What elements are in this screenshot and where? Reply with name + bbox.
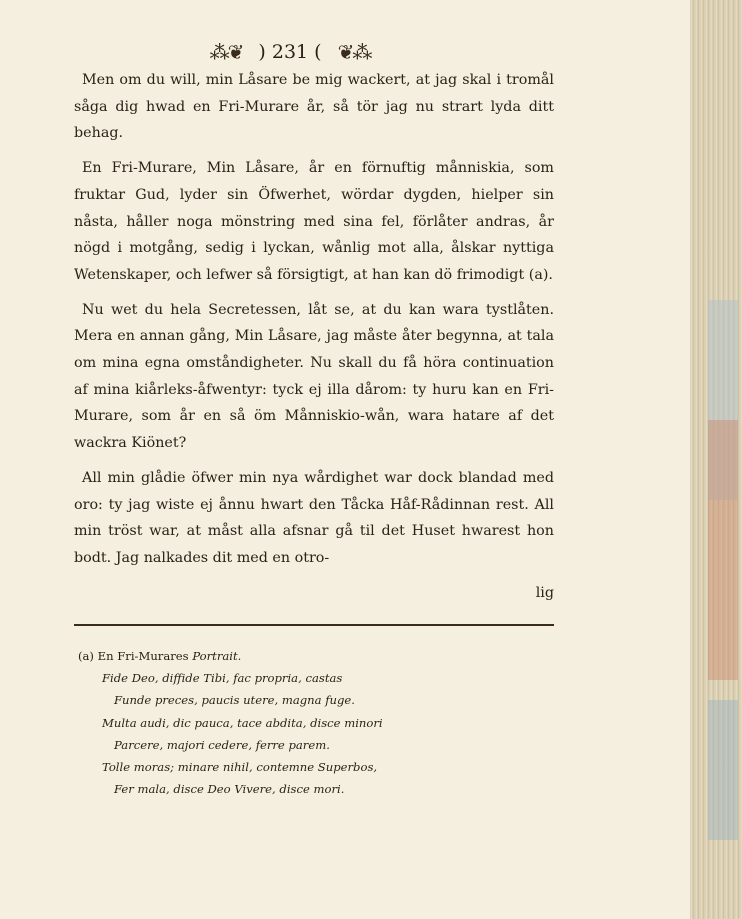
paragraph-3: Nu wet du hela Secretessen, låt se, at du kan wara tystlåten. Mera en annan gång, Min Låsare, jag måste åter begynna, at tala om mina egna omståndigheter. Nu skall du få höra continuation af mina kiårleks-åfwentyr: tyck ej illa dårom: ty huru kan en Fri-Murare, som år en så öm Månniskio-wån, wara hatare af det wackra Kiönet?: [74, 301, 554, 452]
verse-line-1: Fide Deo, diffide Tibi, fac propria, castas: [102, 671, 343, 686]
verse-line-6: Fer mala, disce Deo Vivere, disce mori.: [114, 782, 345, 797]
verse-line-4: Parcere, majori cedere, ferre parem.: [114, 737, 330, 752]
page-number: ) 231 (: [258, 41, 322, 63]
footnote: [78, 645, 538, 800]
footnote-label: (a) En Fri-Murares: [78, 649, 189, 663]
footnote-label-line: [78, 645, 538, 667]
paragraph-4: All min glådie öfwer min nya wårdighet war dock blandad med oro: ty jag wiste ej ånnu hwart den Tåcka Håf-Rådinnan rest. All min tröst war, at måst alla afsnar gå til det Huset hwarest hon bodt. Jag nalkades dit med en otro-: [74, 469, 554, 566]
verse-line-5: Tolle moras; minare nihil, contemne Superbos,: [102, 760, 378, 775]
ornament-right-icon: ❦⁂: [337, 40, 371, 64]
paragraph-2: En Fri-Murare, Min Låsare, år en förnuftig månniskia, som fruktar Gud, lyder sin Öfwerhet, wördar dygden, hielper sin nåsta, håller noga mönstring med sina fel, förlåter andras, år nögd i motgång, sedig i lyckan, wånlig mot alla, ålskar nyttiga Wetenskaper, och lefwer så försigtigt, at han kan dö frimodigt (a).: [74, 160, 554, 283]
paragraph-1: Men om du will, min Låsare be mig wackert, at jag skal i tromål såga dig hwad en Fri-Murare år, så tör jag nu strart lyda ditt behag.: [74, 72, 554, 142]
verse-line-2: Funde preces, paucis utere, magna fuge.: [114, 693, 355, 708]
page-header: [170, 38, 410, 66]
footnote-label-italic: Portrait.: [192, 649, 242, 663]
body-text: [74, 67, 554, 614]
catchword: lig: [535, 584, 554, 601]
ornament-left-icon: ⁂❦: [209, 40, 243, 64]
page-edge-stain: [708, 420, 738, 680]
verse-line-3: Multa audi, dic pauca, tace abdita, disce minori: [102, 715, 383, 730]
footnote-divider: [74, 624, 554, 626]
page-edge-stain: [708, 700, 738, 840]
